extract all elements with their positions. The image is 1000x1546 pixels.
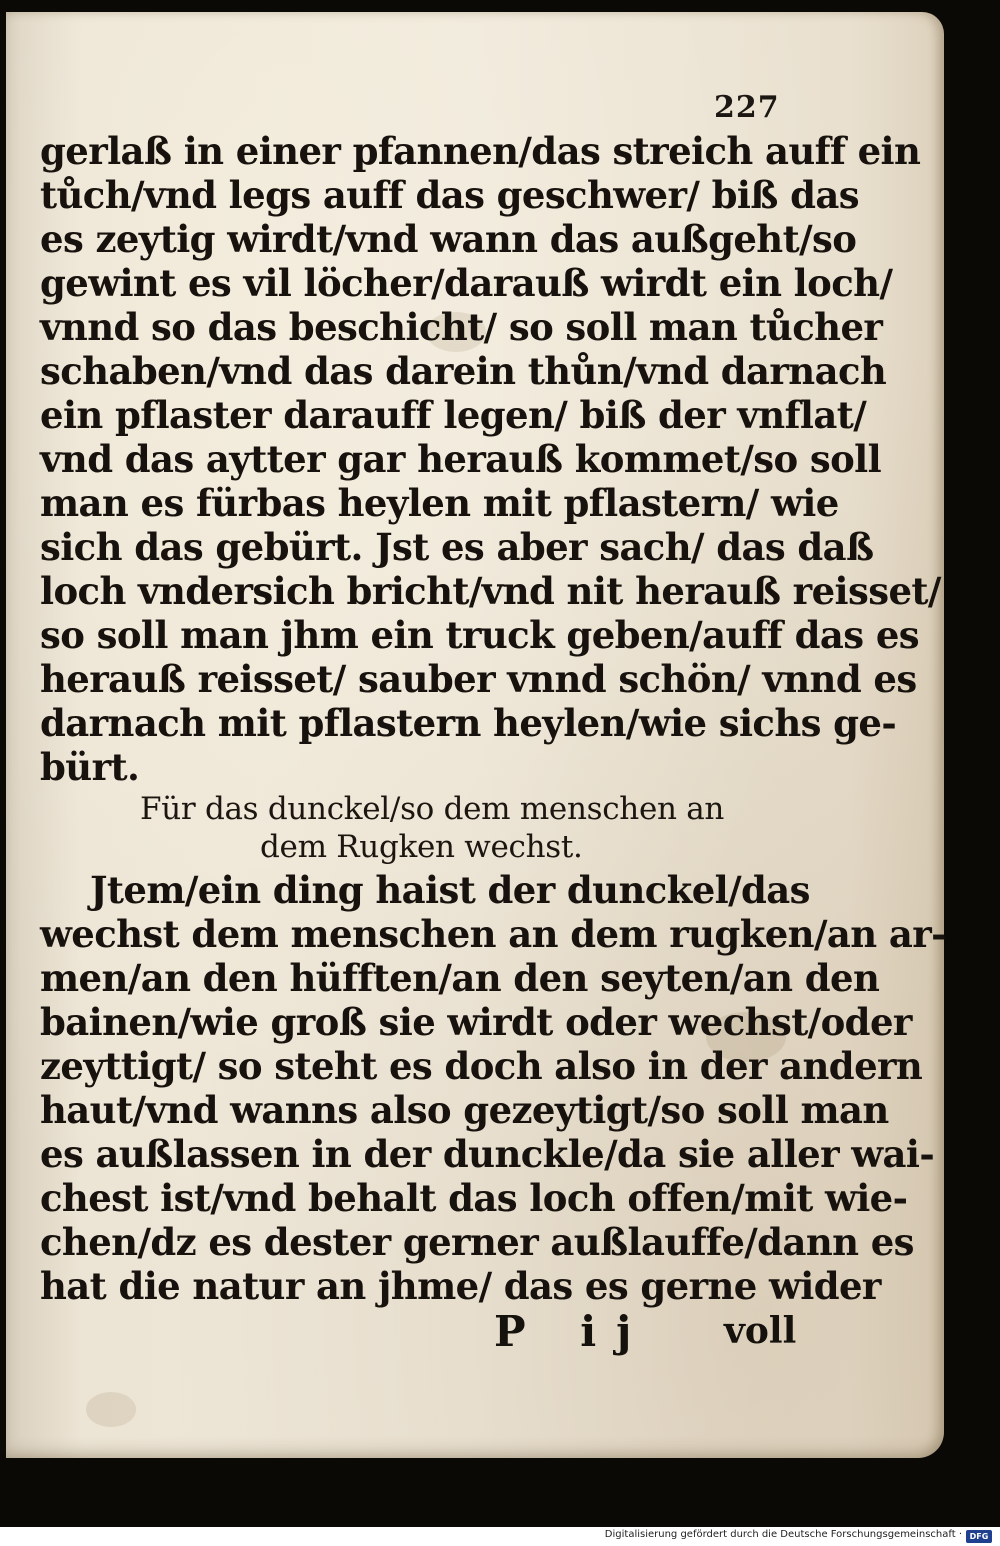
- text-line: bainen/wie groß sie wirdt oder wechst/oder: [40, 1000, 912, 1044]
- paper-stain: [86, 1392, 136, 1427]
- text-line: gewint es vil löcher/darauß wirdt ein loch/: [40, 261, 893, 305]
- footer-bar: [0, 1527, 1000, 1546]
- text-line: es zeytig wirdt/vnd wann das außgeht/so: [40, 217, 857, 261]
- book-page: [6, 12, 944, 1458]
- text-line: chen/dz es dester gerner außlauffe/dann es: [40, 1220, 914, 1264]
- section-heading-line: dem Rugken wechst.: [260, 829, 583, 865]
- signature-mark: P ij: [494, 1307, 652, 1356]
- text-line: es außlassen in der dunckle/da sie aller wai-: [40, 1132, 935, 1176]
- text-line: vnnd so das beschicht/ so soll man tůcher: [40, 305, 883, 349]
- text-line: hat die natur an jhme/ das es gerne wider: [40, 1264, 881, 1308]
- text-line: gerlaß in einer pfannen/das streich auff ein: [40, 129, 921, 173]
- text-line: so soll man jhm ein truck geben/auff das es: [40, 613, 919, 657]
- text-line: wechst dem menschen an dem rugken/an ar-: [40, 912, 946, 956]
- text-line: ein pflaster darauff legen/ biß der vnflat/: [40, 393, 867, 437]
- text-line: vnd das aytter gar herauß kommet/so soll: [40, 437, 882, 481]
- text-line: Jtem/ein ding haist der dunckel/das: [90, 868, 810, 912]
- funding-credit: Digitalisierung gefördert durch die Deutsche Forschungsgemeinschaft ·: [604, 1529, 962, 1540]
- text-line: chest ist/vnd behalt das loch offen/mit wie-: [40, 1176, 908, 1220]
- page-number: 227: [714, 90, 780, 125]
- text-line: haut/vnd wanns also gezeytigt/so soll man: [40, 1088, 889, 1132]
- catchword: voll: [724, 1310, 797, 1352]
- text-line: men/an den hüfften/an den seyten/an den: [40, 956, 880, 1000]
- dfg-logo: DFG: [966, 1530, 992, 1543]
- text-line: bürt.: [40, 745, 140, 789]
- text-line: darnach mit pflastern heylen/wie sichs ge-: [40, 701, 897, 745]
- text-line: herauß reisset/ sauber vnnd schön/ vnnd es: [40, 657, 917, 701]
- section-heading-line: Für das dunckel/so dem menschen an: [140, 791, 725, 827]
- text-line: sich das gebürt. Jst es aber sach/ das daß: [40, 525, 874, 569]
- text-line: tůch/vnd legs auff das geschwer/ biß das: [40, 173, 859, 217]
- text-line: loch vndersich bricht/vnd nit herauß reisset/: [40, 569, 941, 613]
- text-line: zeyttigt/ so steht es doch also in der andern: [40, 1044, 923, 1088]
- text-line: man es fürbas heylen mit pflastern/ wie: [40, 481, 839, 525]
- text-line: schaben/vnd das darein thůn/vnd darnach: [40, 349, 887, 393]
